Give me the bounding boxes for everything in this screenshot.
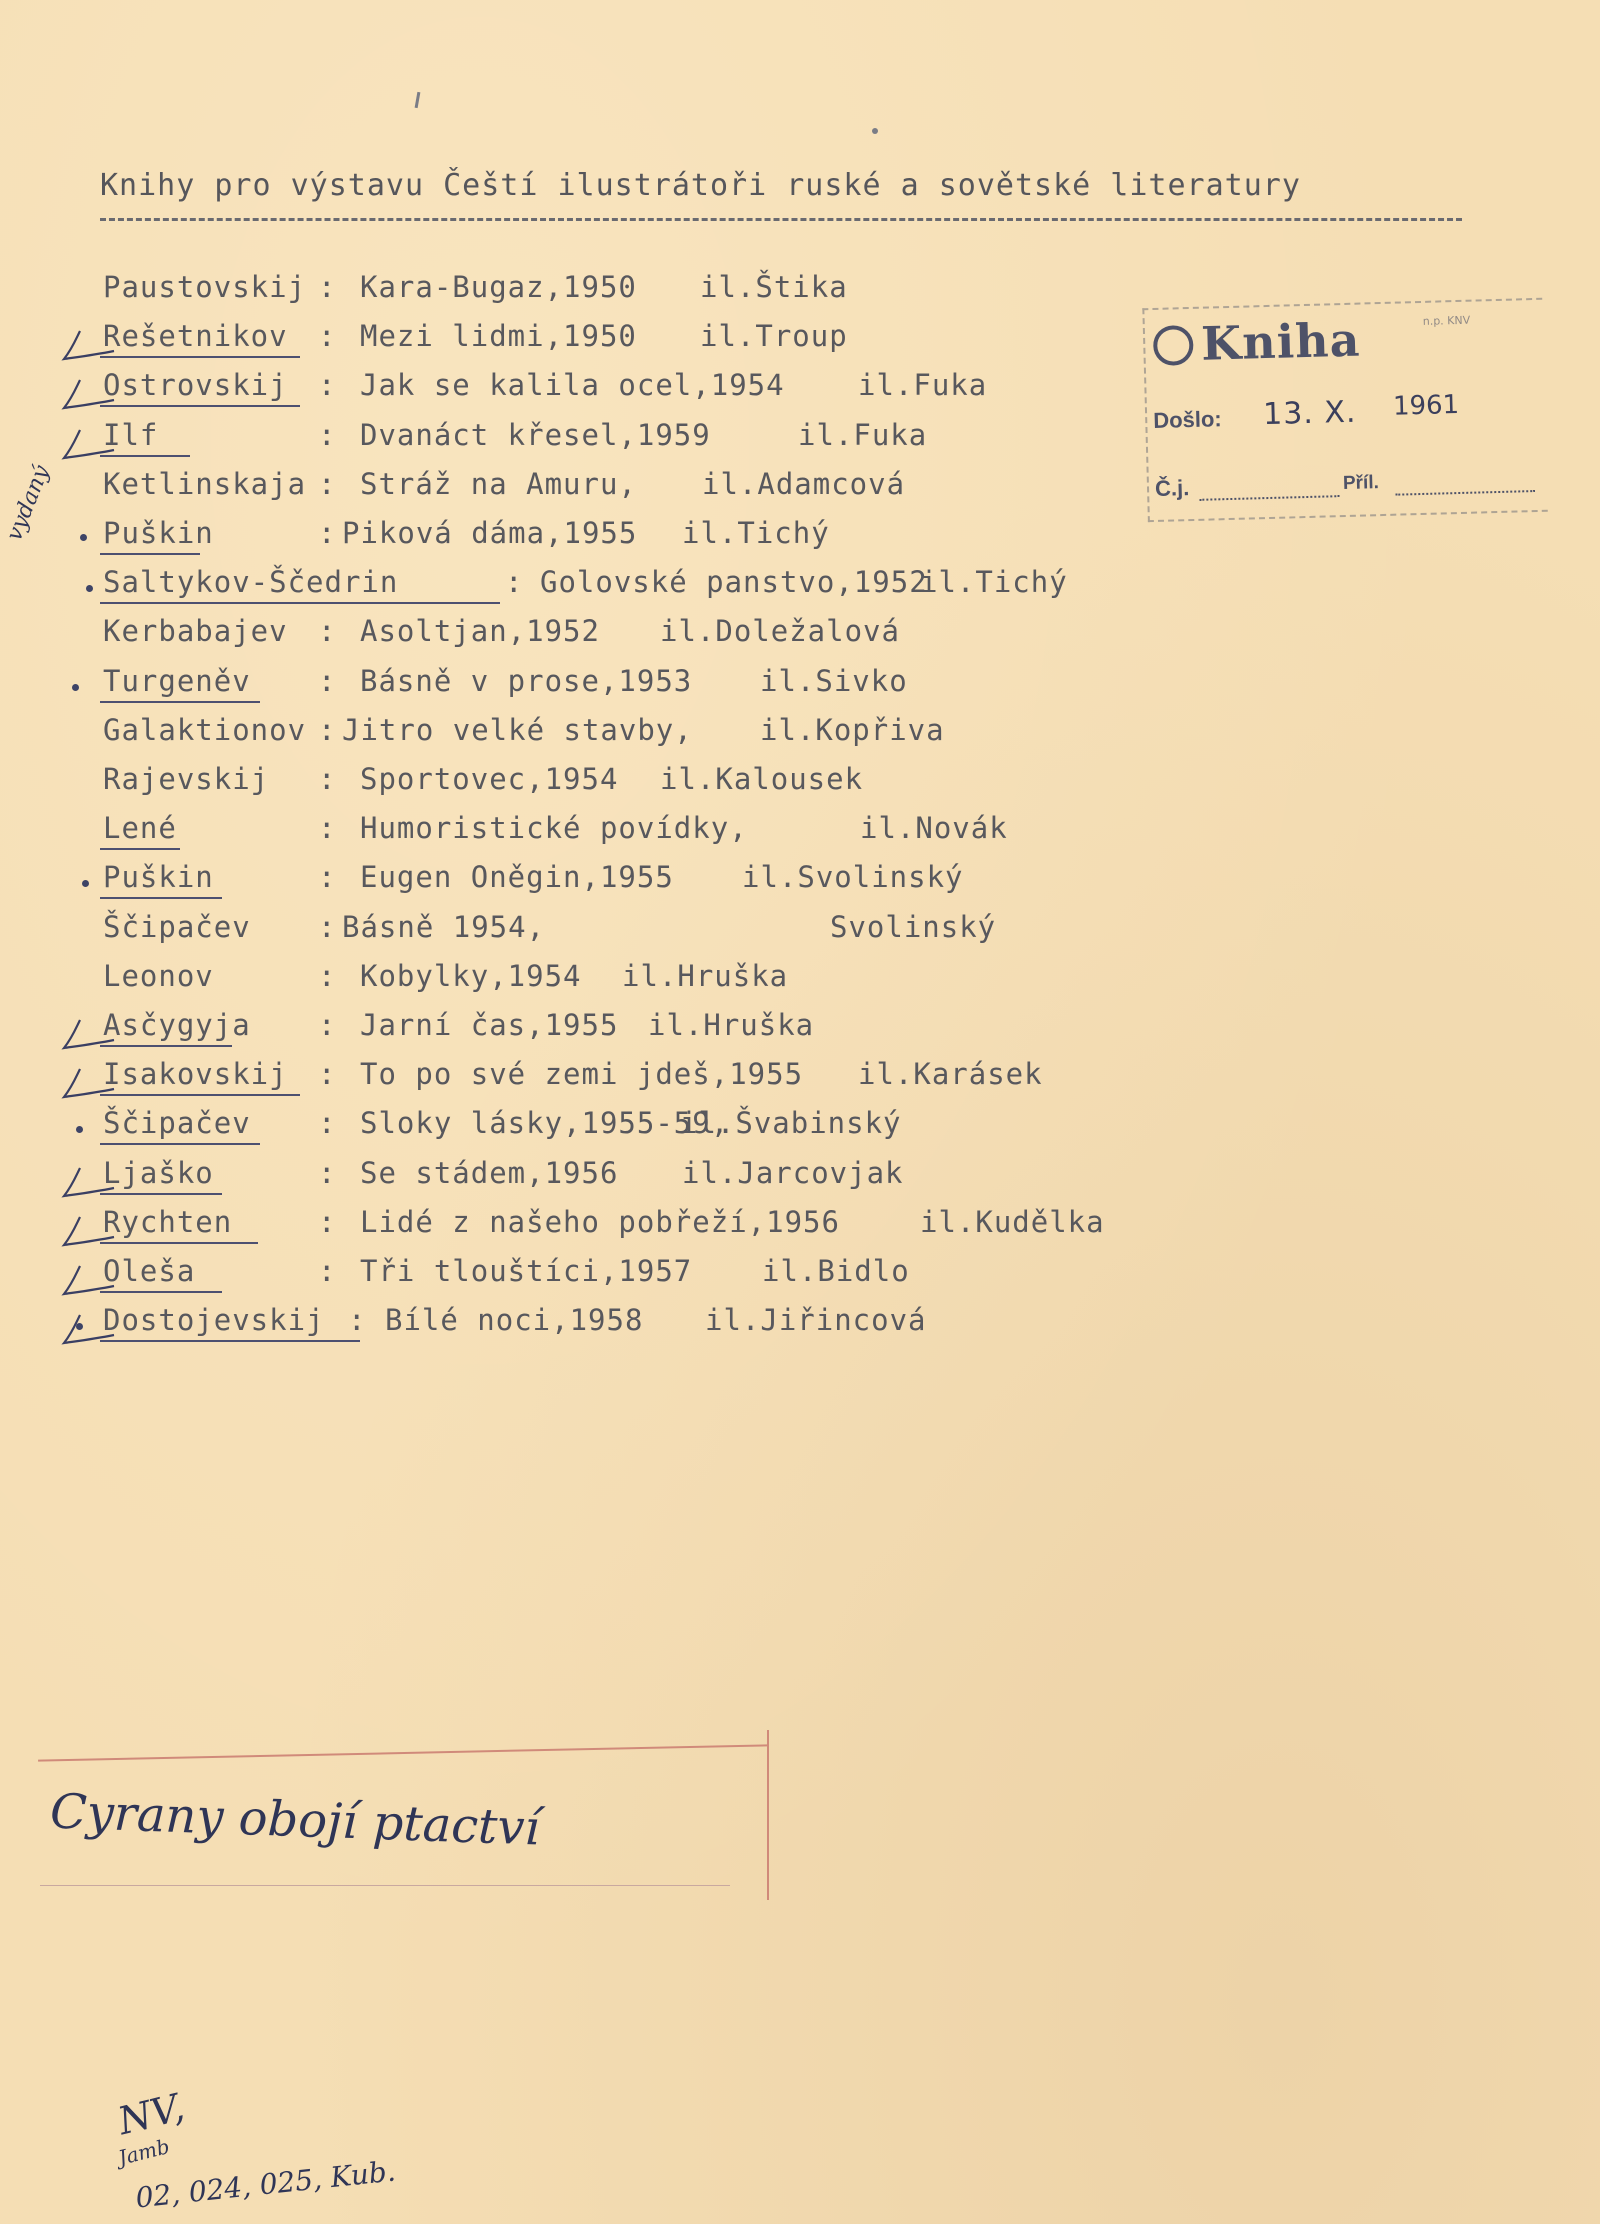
check-mark-icon bbox=[58, 428, 118, 462]
entry-book: Bílé noci,1958 bbox=[385, 1303, 644, 1338]
entry-book: Jak se kalila ocel,1954 bbox=[360, 368, 785, 403]
bullet-dot-icon bbox=[76, 1126, 83, 1133]
entry-author: Ščipačev bbox=[103, 909, 251, 944]
entry-illustrator: il.Troup bbox=[700, 319, 848, 354]
stamp-ref-label: Č.j. bbox=[1154, 475, 1190, 501]
entry-separator: : bbox=[318, 417, 337, 452]
footer-handwritten-prefix: Jamb bbox=[115, 2134, 172, 2170]
list-item bbox=[0, 1205, 1160, 1249]
list-item bbox=[0, 418, 1160, 462]
author-underline bbox=[100, 1242, 258, 1244]
check-mark-icon bbox=[58, 378, 118, 412]
entry-separator: : bbox=[318, 1204, 337, 1239]
entry-author: Saltykov-Ščedrin bbox=[103, 565, 399, 600]
entry-illustrator: il.Karásek bbox=[858, 1057, 1043, 1092]
entry-book: Básně 1954, bbox=[342, 909, 546, 944]
list-item bbox=[0, 270, 1160, 314]
entry-illustrator: il.Štika bbox=[700, 270, 848, 304]
stamp-received-label: Došlo: bbox=[1152, 406, 1223, 433]
entry-book: Sportovec,1954 bbox=[360, 762, 619, 796]
entry-illustrator: il.Hruška bbox=[648, 1008, 815, 1042]
list-item bbox=[0, 368, 1160, 412]
received-stamp bbox=[1142, 298, 1545, 518]
stamp-received-year: 1961 bbox=[1392, 389, 1460, 422]
entry-separator: : bbox=[318, 663, 337, 698]
entry-illustrator: il.Fuka bbox=[858, 368, 988, 403]
author-underline bbox=[100, 356, 300, 358]
bullet-dot-icon bbox=[86, 585, 93, 592]
entry-illustrator: il.Kopřiva bbox=[760, 712, 945, 747]
entry-illustrator: il.Tichý bbox=[920, 565, 1068, 600]
entry-illustrator: il.Švabinský bbox=[680, 1106, 902, 1141]
entry-author: Ostrovskij bbox=[103, 368, 288, 403]
entry-book: Tři tlouštíci,1957 bbox=[360, 1254, 693, 1288]
entry-author: Leonov bbox=[103, 958, 214, 993]
author-underline bbox=[100, 602, 500, 604]
margin-handwritten-note: vydaný bbox=[2, 462, 55, 545]
entry-book: Lidé z našeho pobřeží,1956 bbox=[360, 1204, 840, 1239]
entry-book: Jarní čas,1955 bbox=[360, 1008, 619, 1042]
entry-author: Dostojevskij bbox=[103, 1303, 325, 1338]
entry-book: Mezi lidmi,1950 bbox=[360, 319, 637, 354]
entry-illustrator: il.Jiřincová bbox=[705, 1303, 927, 1338]
list-item bbox=[0, 860, 1160, 904]
entry-author: Isakovskij bbox=[103, 1057, 288, 1092]
author-underline bbox=[100, 553, 200, 555]
entry-author: Turgeněv bbox=[103, 663, 251, 698]
author-underline bbox=[100, 1045, 232, 1047]
list-item bbox=[0, 664, 1160, 708]
author-underline bbox=[100, 897, 222, 899]
entry-author: Puškin bbox=[103, 860, 214, 895]
entry-separator: : bbox=[318, 958, 337, 993]
entry-book: Se stádem,1956 bbox=[360, 1155, 619, 1190]
entry-illustrator: il.Sivko bbox=[760, 663, 908, 698]
entry-illustrator: il.Svolinský bbox=[742, 860, 964, 895]
author-underline bbox=[100, 405, 300, 407]
list-item bbox=[0, 910, 1160, 954]
entry-illustrator: il.Novák bbox=[860, 811, 1008, 846]
entry-separator: : bbox=[318, 516, 337, 550]
entry-author: Rychten bbox=[103, 1204, 233, 1239]
entry-book: Stráž na Amuru, bbox=[360, 466, 637, 501]
bullet-dot-icon bbox=[80, 534, 87, 541]
check-mark-icon bbox=[58, 1067, 118, 1101]
list-item bbox=[0, 1008, 1160, 1052]
check-mark-icon bbox=[58, 1264, 118, 1298]
entry-separator: : bbox=[318, 909, 337, 944]
entry-illustrator: il.Fuka bbox=[798, 417, 928, 452]
entry-book: Jitro velké stavby, bbox=[342, 712, 693, 747]
footer-handwritten-line2: 02, 024, 025, Kub. bbox=[133, 2154, 398, 2215]
list-item bbox=[0, 959, 1160, 1003]
stamp-logo-text: Kniha bbox=[1200, 312, 1362, 371]
check-mark-icon bbox=[58, 329, 118, 363]
author-underline bbox=[100, 701, 260, 703]
entry-illustrator: il.Jarcovjak bbox=[682, 1155, 904, 1190]
entry-illustrator: il.Kalousek bbox=[660, 762, 864, 796]
entry-separator: : bbox=[318, 1155, 337, 1190]
author-underline bbox=[100, 1340, 360, 1342]
entry-illustrator: il.Adamcová bbox=[702, 466, 906, 501]
author-underline bbox=[100, 848, 180, 850]
list-item bbox=[0, 1057, 1160, 1101]
bullet-dot-icon bbox=[82, 880, 89, 887]
entry-book: Kobylky,1954 bbox=[360, 958, 582, 993]
stamp-received-date: 13. X. bbox=[1262, 394, 1357, 433]
author-underline bbox=[100, 1094, 300, 1096]
entry-separator: : bbox=[318, 1254, 337, 1288]
list-item bbox=[0, 713, 1160, 757]
red-vertical-line bbox=[767, 1730, 769, 1900]
entry-separator: : bbox=[318, 368, 337, 403]
entry-separator: : bbox=[318, 762, 337, 796]
entry-author: Ljaško bbox=[103, 1155, 214, 1190]
entry-separator: : bbox=[318, 811, 337, 846]
footer-handwritten-line1: NV, bbox=[113, 2084, 189, 2144]
entry-illustrator: il.Doležalová bbox=[660, 614, 900, 649]
entry-author: Ilf bbox=[103, 417, 159, 452]
top-ink-dot bbox=[872, 128, 878, 134]
entry-author: Rajevskij bbox=[103, 762, 270, 796]
entry-book: Básně v prose,1953 bbox=[360, 663, 693, 698]
entry-separator: : bbox=[348, 1303, 367, 1338]
list-item bbox=[0, 565, 1160, 609]
entry-author: Paustovskij bbox=[103, 270, 307, 304]
list-item bbox=[0, 319, 1160, 363]
entry-author: Asčygyja bbox=[103, 1008, 251, 1042]
entry-illustrator: il.Bidlo bbox=[762, 1254, 910, 1288]
bullet-dot-icon bbox=[72, 684, 79, 691]
list-item bbox=[0, 1254, 1160, 1298]
bottom-handwritten-note: Cyrany obojí ptactví bbox=[49, 1783, 541, 1857]
entry-illustrator: il.Kudělka bbox=[920, 1204, 1105, 1239]
heading-dashed-rule bbox=[100, 218, 1462, 221]
entry-author: Kerbabajev bbox=[103, 614, 288, 649]
entry-author: Lené bbox=[103, 811, 177, 846]
check-mark-icon bbox=[58, 1215, 118, 1249]
entry-illustrator: Svolinský bbox=[830, 909, 997, 944]
note-underline bbox=[40, 1885, 730, 1886]
entry-book: Asoltjan,1952 bbox=[360, 614, 600, 649]
entry-separator: : bbox=[318, 466, 337, 501]
entry-book: Eugen Oněgin,1955 bbox=[360, 860, 674, 895]
entry-book: Golovské panstvo,1952 bbox=[540, 565, 928, 600]
entry-illustrator: il.Tichý bbox=[682, 516, 830, 550]
stamp-att-label: Příl. bbox=[1342, 472, 1380, 495]
list-item bbox=[0, 1303, 1160, 1347]
author-underline bbox=[100, 1193, 222, 1195]
entry-book: Kara-Bugaz,1950 bbox=[360, 270, 637, 304]
entry-separator: : bbox=[318, 860, 337, 895]
check-mark-icon bbox=[58, 1166, 118, 1200]
stamp-company-suffix: n.p. KNV bbox=[1422, 313, 1471, 328]
entry-author: Ketlinskaja bbox=[103, 466, 307, 501]
document-heading: Knihy pro výstavu Čeští ilustrátoři ruské a sovětské literatury bbox=[100, 168, 1301, 203]
entry-separator: : bbox=[505, 565, 524, 600]
entry-separator: : bbox=[318, 270, 337, 304]
list-item bbox=[0, 467, 1160, 511]
entry-separator: : bbox=[318, 1057, 337, 1092]
entry-separator: : bbox=[318, 614, 337, 649]
entry-illustrator: il.Hruška bbox=[622, 958, 789, 993]
list-item bbox=[0, 811, 1160, 855]
entry-book: Sloky lásky,1955-59, bbox=[360, 1106, 730, 1141]
entry-author: Ščipačev bbox=[103, 1106, 251, 1141]
entry-separator: : bbox=[318, 1008, 337, 1042]
list-item bbox=[0, 1106, 1160, 1150]
entry-author: Rešetnikov bbox=[103, 319, 288, 354]
entry-book: Piková dáma,1955 bbox=[342, 516, 638, 550]
entry-separator: : bbox=[318, 319, 337, 354]
entry-author: Puškin bbox=[103, 516, 214, 550]
list-item bbox=[0, 614, 1160, 658]
entry-book: Dvanáct křesel,1959 bbox=[360, 417, 711, 452]
list-item bbox=[0, 762, 1160, 806]
entry-separator: : bbox=[318, 712, 337, 747]
author-underline bbox=[100, 1291, 222, 1293]
list-item bbox=[0, 516, 1160, 560]
author-underline bbox=[100, 1143, 260, 1145]
entry-book: Humoristické povídky, bbox=[360, 811, 748, 846]
list-item bbox=[0, 1156, 1160, 1200]
check-mark-icon bbox=[58, 1018, 118, 1052]
entry-separator: : bbox=[318, 1106, 337, 1141]
entry-author: Oleša bbox=[103, 1254, 196, 1288]
entry-book: To po své zemi jdeš,1955 bbox=[360, 1057, 804, 1092]
check-mark-icon bbox=[58, 1313, 118, 1347]
entry-author: Galaktionov bbox=[103, 712, 307, 747]
